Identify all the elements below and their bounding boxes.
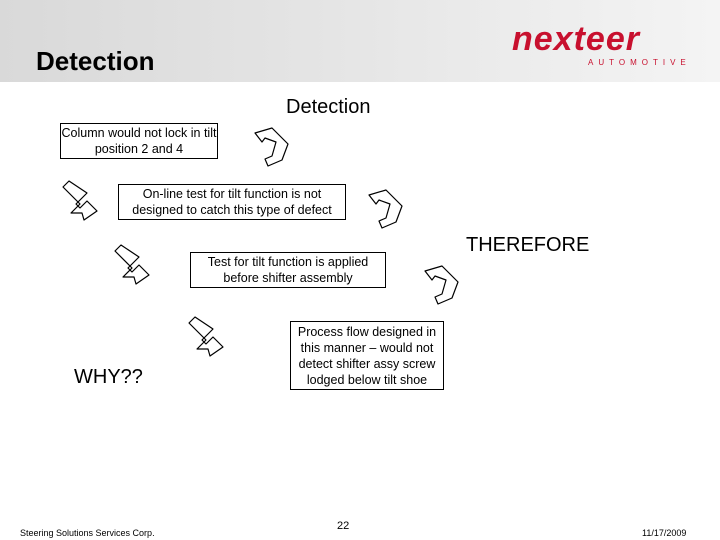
curved-arrow-left-icon — [186, 312, 226, 358]
nexteer-logo — [512, 20, 692, 70]
cause-box-2 — [118, 184, 346, 220]
page-number: 22 — [337, 520, 350, 532]
cause-box-4 — [290, 321, 444, 390]
curved-arrow-left-icon — [60, 176, 100, 222]
diagram-subtitle: Detection — [286, 96, 371, 118]
why-label: WHY?? — [74, 366, 143, 388]
footer-date: 11/17/2009 — [642, 528, 687, 538]
cause-box-1-text: Column would not lock in tilt position 2 and 4 — [61, 126, 217, 156]
cause-box-4-text: Process flow designed in this manner – would not detect shifter assy screw lodged below tilt shoe — [297, 324, 437, 387]
cause-box-1 — [60, 123, 218, 159]
cause-box-3-text: Test for tilt function is applied before shifter assembly — [207, 255, 369, 285]
curved-arrow-left-icon — [112, 240, 152, 286]
footer-company: Steering Solutions Services Corp. — [20, 528, 155, 538]
cause-box-2-text: On-line test for tilt function is not designed to catch this type of defect — [132, 187, 332, 217]
therefore-label: THEREFORE — [466, 234, 590, 256]
logo-subtext: AUTOMOTIVE — [588, 58, 691, 67]
curved-arrow-right-icon — [422, 262, 462, 308]
logo-wordmark: nexteer — [512, 20, 640, 58]
cause-box-3 — [190, 252, 386, 288]
curved-arrow-right-icon — [366, 186, 406, 232]
curved-arrow-right-icon — [252, 124, 292, 170]
slide-title: Detection — [36, 46, 155, 76]
